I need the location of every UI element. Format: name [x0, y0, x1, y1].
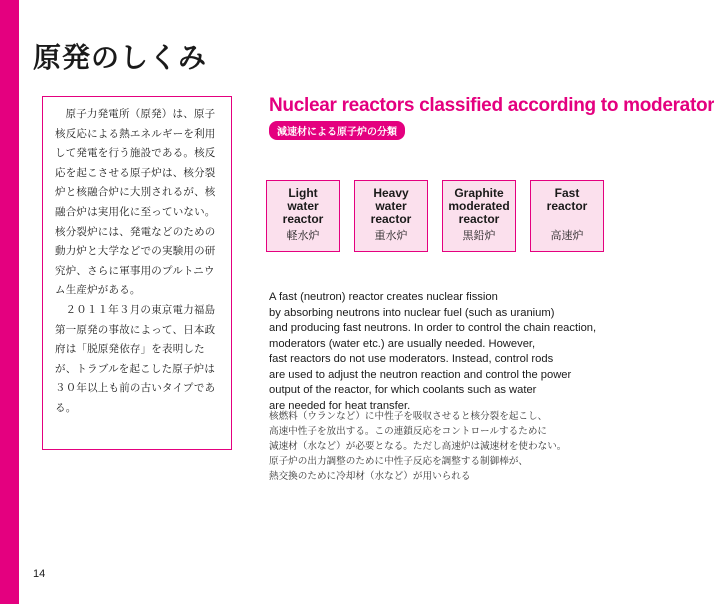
intro-text-box [42, 96, 232, 450]
page-title: 原発のしくみ [33, 41, 208, 74]
reactor-type-ja-label: 黒鉛炉 [462, 229, 496, 242]
intro-paragraph-1: 原子力発電所（原発）は、原子核反応による熱エネルギーを利用して発電を行う施設である。核反応を起こさせる原子炉は、核分裂炉と核融合炉に大別されるが、核融合炉は実用化に至っていない。核分裂炉には、発電などのための動力炉と大学などでの実験用の研究炉、さらに軍事用のプルトニウム生産炉がある。 [55, 108, 216, 297]
reactor-type-fast [530, 180, 604, 252]
japanese-explanation: 核燃料（ウランなど）に中性子を吸収させると核分裂を起こし、 高速中性子を放出する。この連鎖反応をコントロールするために 減速材（水など）が必要となる。ただし高速炉は減速材を使わない。 原子炉の出力調整のために中性子反応を調整する制御棒が、 熱交換のために冷却材（水など）が用いられる [269, 411, 567, 482]
reactor-type-en-label: Fast reactor [546, 186, 588, 213]
page-number: 14 [33, 568, 46, 580]
reactor-type-heavy-water [354, 180, 428, 252]
reactor-type-ja-label: 軽水炉 [286, 229, 320, 242]
section-subtitle-badge: 減速材による原子炉の分類 [269, 121, 405, 140]
reactor-type-en-label: Heavy water reactor [370, 186, 412, 226]
reactor-type-en-label: Graphite moderated reactor [448, 186, 510, 226]
english-explanation: A fast (neutron) reactor creates nuclear fission by absorbing neutrons into nuclear fuel (such as uranium) and producing fast neutrons. In order to control the chain reaction, moderators (water etc.) are usually needed. However, fast reactors do not use moderators. Instead, control rods are used to adjust the neutron reaction and control the power output of the reactor, for which coolants such as water are needed for heat transfer. [269, 291, 597, 412]
reactor-type-ja-label: 重水炉 [374, 229, 408, 242]
intro-paragraph-2: ２０１１年３月の東京電力福島第一原発の事故によって、日本政府は「脱原発依存」を表明したが、トラブルを起こした原子炉は３０年以上も前の古いタイプである。 [55, 303, 216, 414]
magenta-side-bar [0, 0, 19, 604]
reactor-type-graphite [442, 180, 516, 252]
section-title: Nuclear reactors classified according to moderator [269, 95, 714, 116]
reactor-type-light-water [266, 180, 340, 252]
reactor-type-ja-label: 高速炉 [550, 229, 584, 242]
reactor-type-en-label: Light water reactor [282, 186, 324, 226]
